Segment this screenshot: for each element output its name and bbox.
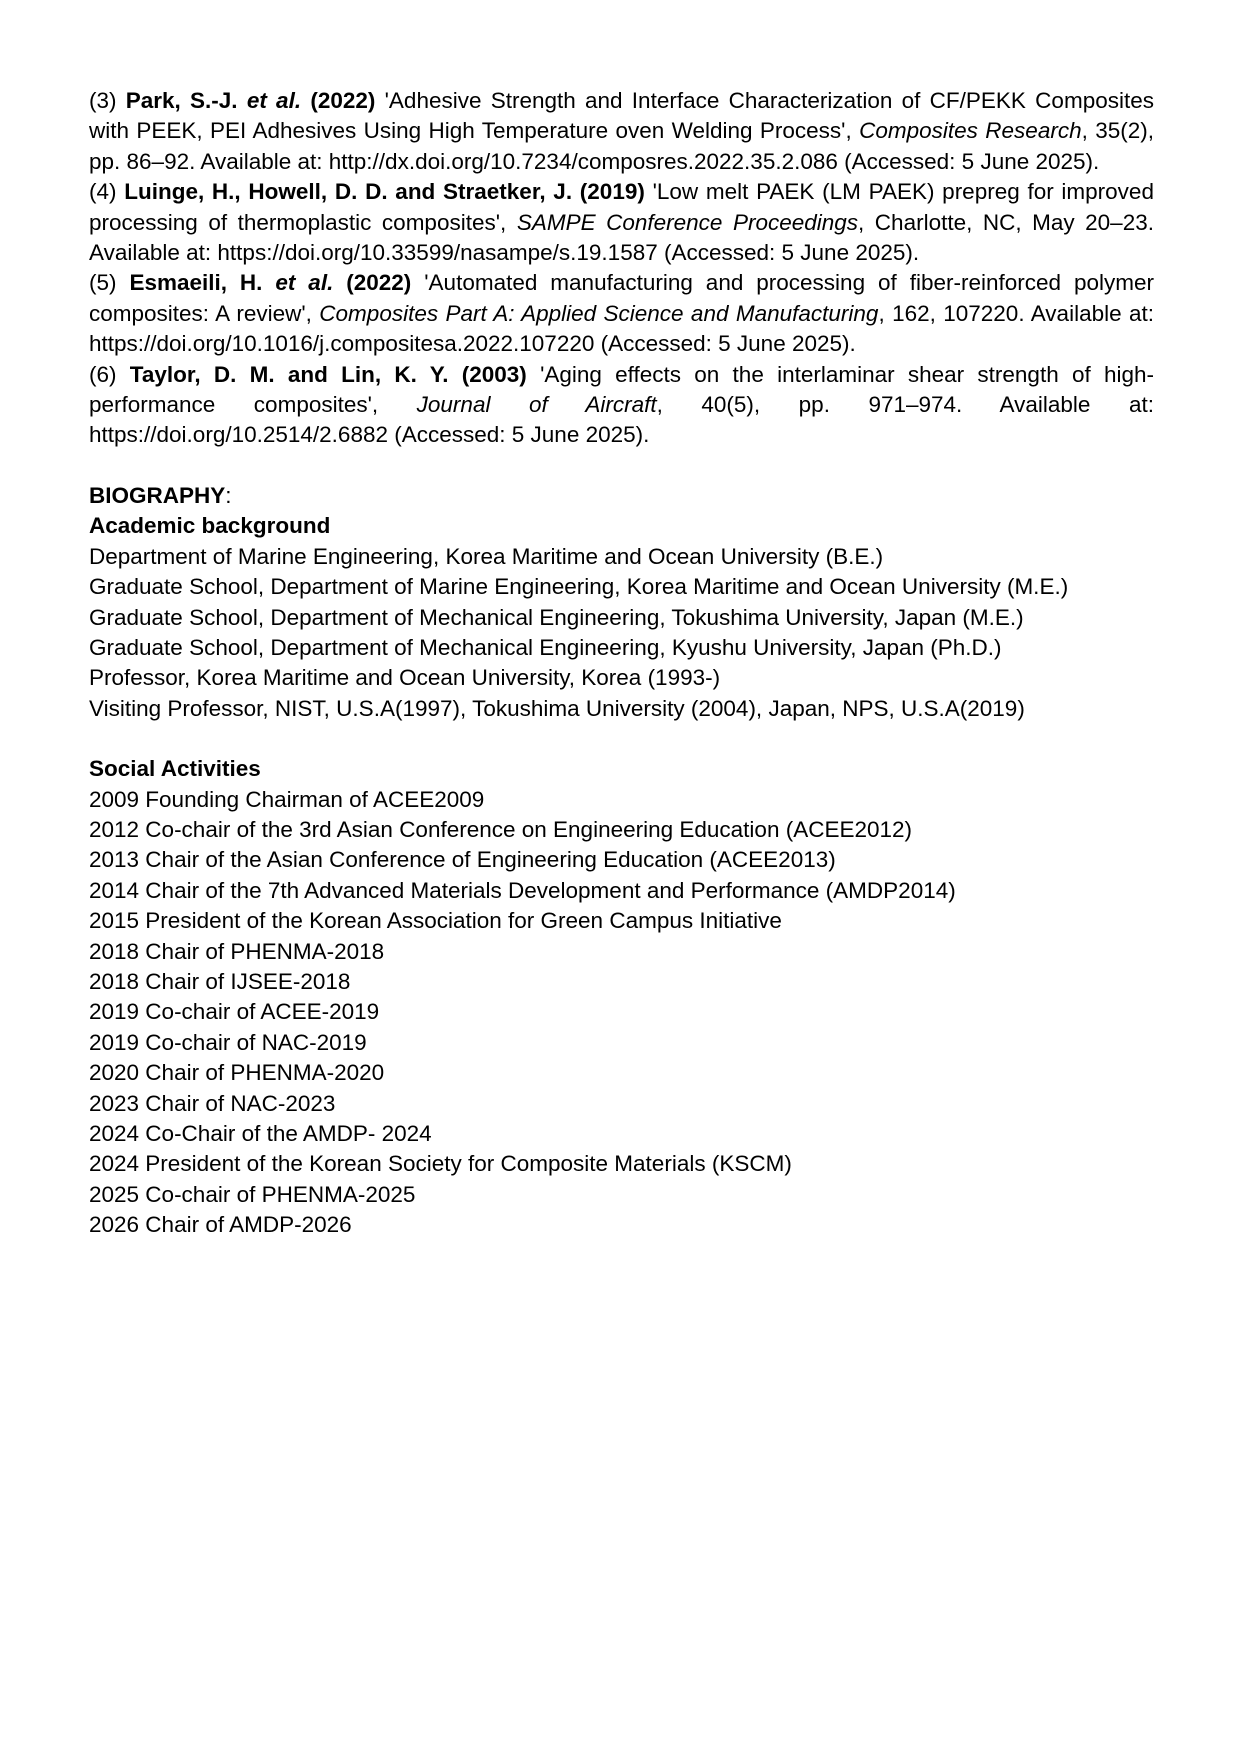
reference-venue: Composites Part A: Applied Science and Manufacturing — [319, 300, 879, 326]
reference-venue: Journal of Aircraft — [416, 392, 657, 418]
social-activities-section — [89, 754, 1154, 1241]
reference-item — [89, 177, 1154, 268]
academic-item: Graduate School, Department of Mechanical Engineering, Kyushu University, Japan (Ph.D.) — [89, 634, 1002, 660]
reference-item — [89, 268, 1154, 359]
biography-heading: BIOGRAPHY — [89, 482, 226, 508]
social-activity-item: 2023 Chair of NAC-2023 — [89, 1090, 336, 1116]
reference-authors: Luinge, H., Howell, D. D. and Straetker, J. — [124, 179, 573, 205]
reference-title: 'Automated manufacturing and processing of fiber-reinforced polymer composites: A review', — [89, 270, 1154, 326]
biography-section — [89, 481, 1154, 724]
academic-item: Graduate School, Department of Mechanical Engineering, Tokushima University, Japan (M.E.) — [89, 604, 1024, 630]
reference-venue: SAMPE Conference Proceedings — [516, 209, 859, 235]
reference-number: (6) — [89, 361, 117, 387]
social-activity-item: 2020 Chair of PHENMA-2020 — [89, 1060, 385, 1086]
document-page — [89, 86, 1154, 1241]
social-activities-heading: Social Activities — [89, 756, 261, 782]
social-activity-item: 2024 President of the Korean Society for Composite Materials (KSCM) — [89, 1151, 792, 1177]
academic-item: Visiting Professor, NIST, U.S.A(1997), Tokushima University (2004), Japan, NPS, U.S.A(2019) — [89, 695, 1025, 721]
reference-details: , Charlotte, NC, May 20–23. Available at: https://doi.org/10.33599/nasampe/s.19.1587 (Accessed: 5 June 2025). — [89, 209, 1154, 266]
reference-venue: Composites Research — [859, 118, 1082, 144]
reference-title: 'Aging effects on the interlaminar shear strength of high-performance composites', — [89, 361, 1155, 418]
reference-details: , 162, 107220. Available at: https://doi.org/10.1016/j.compositesa.2022.107220 (Accessed: 5 June 2025). — [89, 300, 1154, 357]
academic-background-heading: Academic background — [89, 513, 331, 539]
reference-authors: Esmaeili, H. — [129, 270, 263, 296]
reference-number: (5) — [89, 270, 117, 296]
academic-item: Professor, Korea Maritime and Ocean University, Korea (1993-) — [89, 665, 721, 691]
reference-etal: et al. — [246, 88, 302, 113]
reference-year: (2022) — [346, 270, 412, 296]
reference-details: , 35(2), pp. 86–92. Available at: http://dx.doi.org/10.7234/composres.2022.35.2.086 (Accessed: 5 June 2025). — [89, 118, 1154, 174]
reference-number: (3) — [89, 88, 117, 113]
reference-authors: Park, S.-J. — [125, 88, 238, 113]
social-activity-item: 2026 Chair of AMDP-2026 — [89, 1212, 352, 1238]
social-activity-item: 2009 Founding Chairman of ACEE2009 — [89, 786, 485, 812]
reference-authors: Taylor, D. M. and Lin, K. Y. — [129, 361, 449, 387]
social-activity-item: 2013 Chair of the Asian Conference of Engineering Education (ACEE2013) — [89, 847, 836, 873]
academic-item: Department of Marine Engineering, Korea Maritime and Ocean University (B.E.) — [89, 543, 884, 569]
reference-details: , 40(5), pp. 971–974. Available at: https://doi.org/10.2514/2.6882 (Accessed: 5 June 2025). — [89, 392, 1154, 448]
social-activity-item: 2018 Chair of PHENMA-2018 — [89, 938, 385, 964]
social-activity-item: 2019 Co-chair of ACEE-2019 — [89, 999, 380, 1025]
reference-title: 'Low melt PAEK (LM PAEK) prepreg for improved processing of thermoplastic composites', — [89, 179, 1154, 235]
social-activity-item: 2024 Co-Chair of the AMDP- 2024 — [89, 1121, 432, 1146]
reference-year: (2003) — [461, 361, 527, 387]
social-activity-item: 2015 President of the Korean Association for Green Campus Initiative — [89, 908, 782, 934]
reference-title: 'Adhesive Strength and Interface Characterization of CF/PEKK Composites with PEEK, PEI Adhesives Using High Temperature oven Welding Process', — [89, 88, 1154, 144]
biography-heading-colon: : — [225, 482, 232, 508]
reference-etal: et al. — [275, 270, 334, 296]
reference-list — [89, 86, 1154, 451]
academic-item: Graduate School, Department of Marine Engineering, Korea Maritime and Ocean University (M.E.) — [89, 574, 1069, 600]
reference-number: (4) — [89, 179, 117, 205]
reference-year: (2022) — [310, 88, 376, 113]
social-activity-item: 2019 Co-chair of NAC-2019 — [89, 1029, 367, 1055]
reference-year: (2019) — [579, 179, 645, 205]
reference-item — [89, 360, 1154, 451]
social-activity-item: 2025 Co-chair of PHENMA-2025 — [89, 1181, 416, 1207]
biography-heading-line — [89, 481, 1154, 511]
social-activity-item: 2012 Co-chair of the 3rd Asian Conference on Engineering Education (ACEE2012) — [89, 816, 913, 842]
reference-item — [89, 86, 1154, 177]
social-activity-item: 2018 Chair of IJSEE-2018 — [89, 968, 351, 994]
social-activity-item: 2014 Chair of the 7th Advanced Materials Development and Performance (AMDP2014) — [89, 877, 956, 903]
